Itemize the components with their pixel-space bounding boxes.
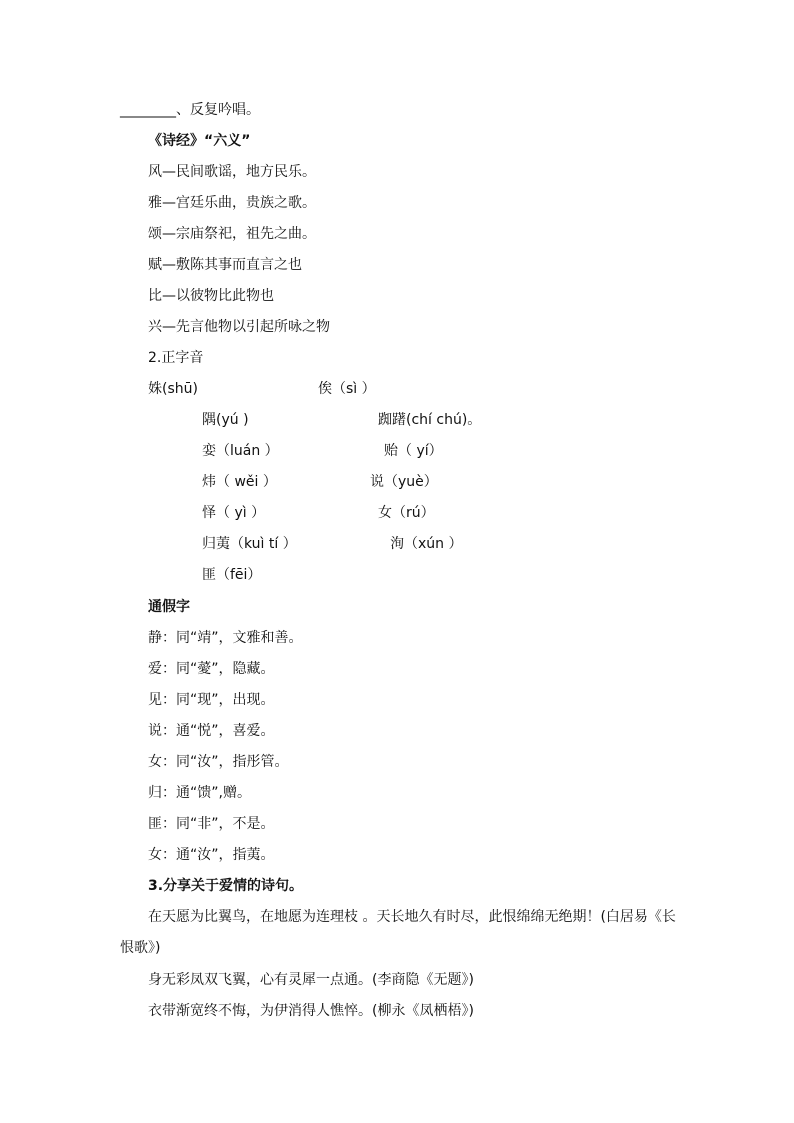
liuyi-item-feng: 风—民间歌谣，地方民乐。 bbox=[148, 164, 316, 180]
pronunciation-row6-right: 洵（xún ） bbox=[390, 536, 463, 552]
poem-quote-changhenge: 在天愿为比翼鸟，在地愿为连理枝 。天长地久有时尽，此恨绵绵无绝期！(白居易《长恨歌》) bbox=[120, 909, 676, 956]
tongjia-item: 静：同“靖”，文雅和善。 bbox=[148, 630, 303, 646]
liuyi-item-fu: 赋—敷陈其事而直言之也 bbox=[148, 257, 302, 273]
pronunciation-row2-right: 踟躇(chí chú)。 bbox=[378, 412, 482, 428]
pronunciation-row6-left: 归荑（kuì tí ） bbox=[202, 536, 297, 552]
tongjia-item: 女：通“汝”，指荑。 bbox=[148, 847, 275, 863]
liuyi-heading: 《诗经》“六义” bbox=[148, 133, 251, 149]
liuyi-item-ya: 雅—宫廷乐曲，贵族之歌。 bbox=[148, 195, 316, 211]
liuyi-item-song: 颂—宗庙祭祀，祖先之曲。 bbox=[148, 226, 316, 242]
intro-line: ________、反复吟唱。 bbox=[120, 102, 260, 118]
tongjia-item: 爱：同“薆”，隐藏。 bbox=[148, 661, 275, 677]
pronunciation-row3-right: 贻（ yí） bbox=[384, 443, 443, 459]
pronunciation-row5-left: 怿（ yì ） bbox=[202, 505, 266, 521]
poem-quote-fengqiwu: 衣带渐宽终不悔，为伊消得人憔悴。(柳永《凤栖梧》) bbox=[148, 1003, 474, 1019]
liuyi-item-bi: 比—以彼物比此物也 bbox=[148, 288, 274, 304]
pronunciation-row7-left: 匪（fēi） bbox=[202, 567, 262, 583]
pronunciation-row2-left: 隅(yú ) bbox=[202, 412, 249, 428]
pronunciation-row1-left: 姝(shū) bbox=[148, 381, 198, 397]
pronunciation-heading: 2.正字音 bbox=[148, 350, 204, 366]
tongjia-item: 匪：同“非”，不是。 bbox=[148, 816, 275, 832]
pronunciation-row3-left: 娈（luán ） bbox=[202, 443, 279, 459]
tongjia-item: 归：通“馈”,赠。 bbox=[148, 785, 251, 801]
pronunciation-row1-right: 俟（sì ） bbox=[318, 381, 376, 397]
tongjia-heading: 通假字 bbox=[148, 599, 190, 615]
poems-heading: 3.分享关于爱情的诗句。 bbox=[148, 878, 304, 894]
pronunciation-row4-left: 炜（ wěi ） bbox=[202, 474, 277, 490]
liuyi-item-xing: 兴—先言他物以引起所咏之物 bbox=[148, 319, 330, 335]
tongjia-item: 说：通“悦”，喜爱。 bbox=[148, 723, 275, 739]
pronunciation-row5-right: 女（rú） bbox=[378, 505, 435, 521]
poem-quote-wuti: 身无彩凤双飞翼，心有灵犀一点通。(李商隐《无题》) bbox=[148, 972, 474, 988]
tongjia-item: 见：同“现”，出现。 bbox=[148, 692, 275, 708]
pronunciation-row4-right: 说（yuè） bbox=[370, 474, 438, 490]
tongjia-item: 女：同“汝”，指彤管。 bbox=[148, 754, 289, 770]
